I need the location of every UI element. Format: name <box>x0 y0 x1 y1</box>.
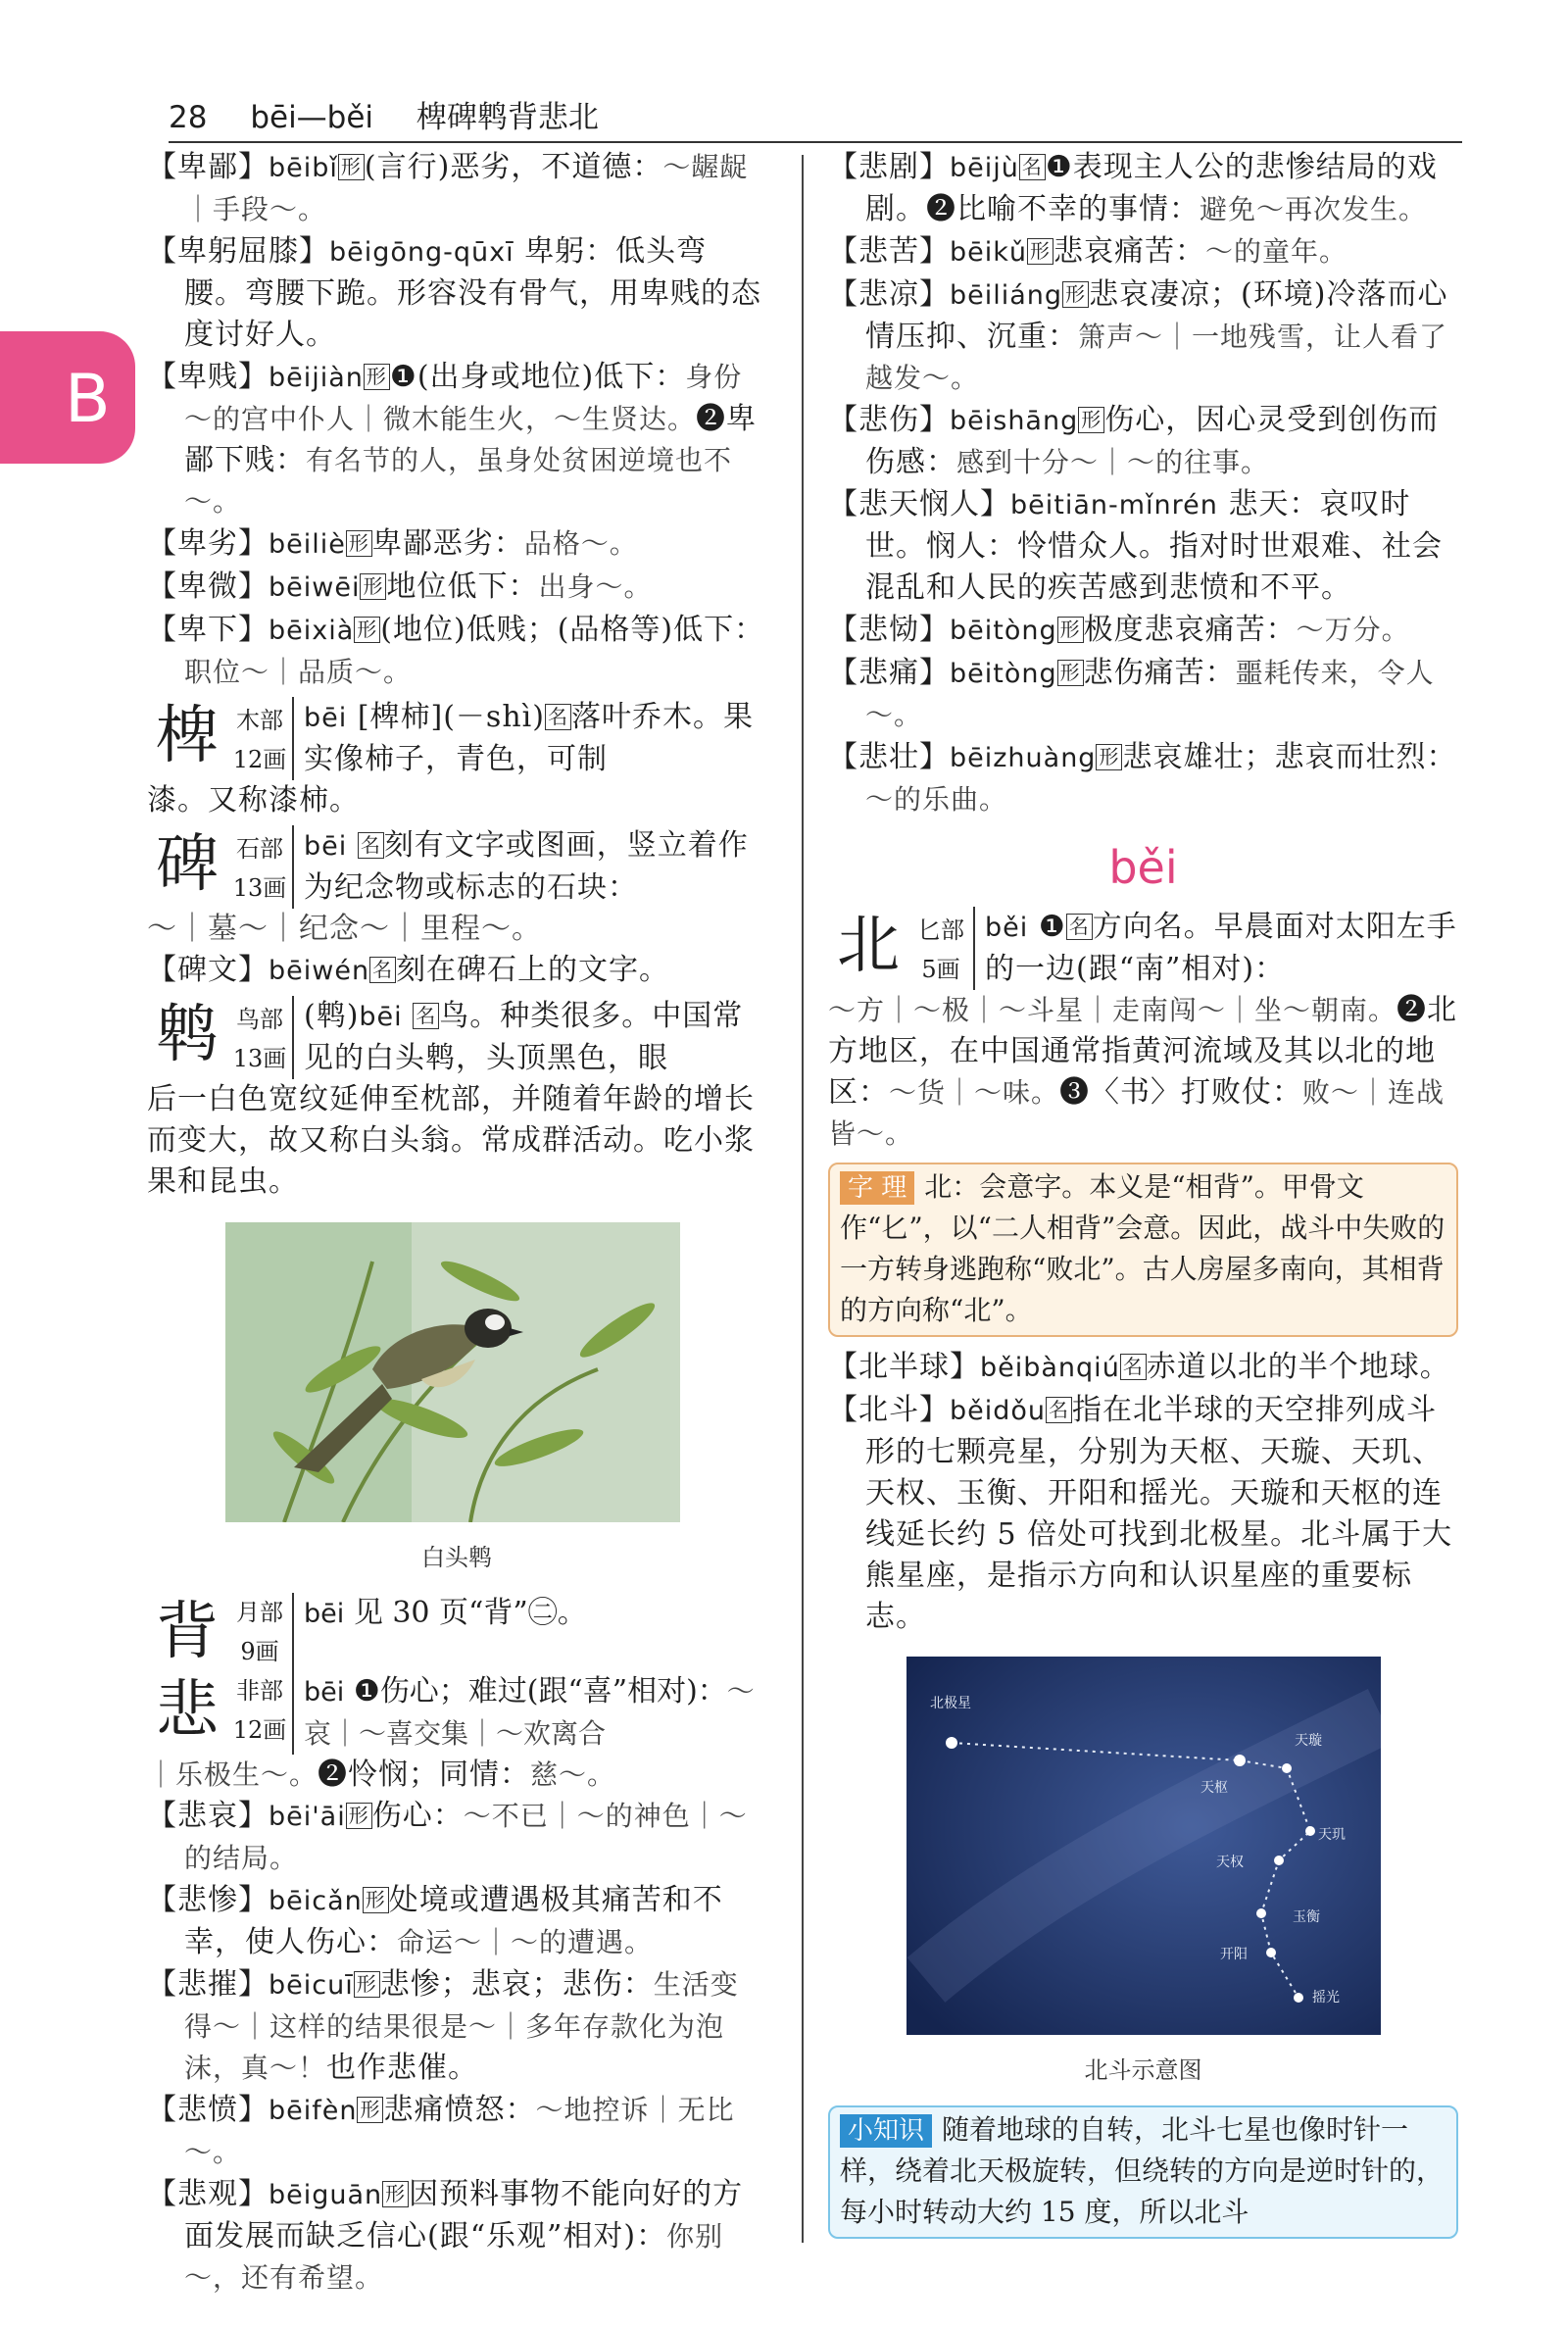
star-alkaid <box>1294 1993 1303 2003</box>
entry-beitong-2: 【悲痛】bēitòng 形 悲伤痛苦：噩耗传来，令人～。 <box>828 656 1435 731</box>
entry-beitong-1: 【悲恸】bēitòng 形 极度悲哀痛苦：～万分。 <box>828 613 1410 647</box>
entry-beifen: 【悲愤】bēifèn 形 悲痛愤怒：～地控诉｜无比～。 <box>147 2093 735 2168</box>
headword-char: 悲 <box>156 1674 219 1747</box>
radical-box: 匕部 5画 <box>908 907 975 990</box>
entry-beiwen: 【碑文】bēiwén 名 刻在碑石上的文字。 <box>147 953 670 987</box>
entry-beilie: 【卑劣】bēiliè 形 卑鄙恶劣：品格～。 <box>147 526 638 561</box>
entry-beidou: 【北斗】běidǒu 名 指在北半球的天空排列成斗形的七颗亮星，分别为天枢、天璇、天玑、天权、玉衡、开阳和摇光。天璇和天枢的连线延长约 5 倍处可找到北极星。北斗属于大熊星座，是指示方向和认识星座的重要标志。 <box>828 1393 1453 1634</box>
radical-box: 月部 9画 <box>227 1593 294 1671</box>
entry-beicui: 【悲摧】bēicuī 形 悲惨；悲哀；悲伤：生活变得～｜这样的结果很是～｜多年存款化为泡沫，真～！也作悲催。 <box>147 1967 739 2085</box>
radical-box: 非部 12画 <box>227 1671 294 1755</box>
entry-beiwei: 【卑微】bēiwēi 形 地位低下：出身～。 <box>147 569 653 604</box>
photo-caption: 白头鹎 <box>421 1544 492 1571</box>
entry-beixia: 【卑下】bēixià 形 (地位)低贱；(品格等)低下：职位～｜品质～。 <box>147 613 765 688</box>
label-tianshu: 天枢 <box>1200 1780 1228 1796</box>
entry-beican: 【悲惨】bēicǎn 形 处境或遭遇极其痛苦和不幸，使人伤心：命运～｜～的遭遇。 <box>147 1883 723 1959</box>
char-entry-bei-bulbul: 鹎 鸟部 13画 (鹎)bēi 名 鸟。种类很多。中国常见的白头鹎，头顶黑色，眼 <box>147 996 766 1079</box>
section-pinyin-heading: běi <box>1108 841 1178 894</box>
entry-beiku: 【悲苦】bēikǔ 形 悲哀痛苦：～的童年。 <box>828 234 1348 269</box>
note-tag: 字 理 <box>840 1171 914 1205</box>
headword-char: 碑 <box>156 828 219 901</box>
bulbul-photo <box>225 1222 680 1522</box>
label-tianxuan: 天璇 <box>1295 1733 1322 1749</box>
pinyin-range: bēi—běi <box>250 100 374 135</box>
label-yuheng: 玉衡 <box>1293 1909 1320 1925</box>
entry-beiguan: 【悲观】bēiguān 形 因预料事物不能向好的方面发展而缺乏信心(跟“乐观”相对)：你别～，还有希望。 <box>147 2177 744 2294</box>
char-entry-bei-persimmon: 椑 木部 12画 bēi [椑柿](－shì) 名 落叶乔木。果实像柿子，青色，可制 <box>147 697 766 780</box>
label-polaris: 北极星 <box>930 1696 971 1711</box>
entry-beijian: 【卑贱】bēijiàn 形 ❶(出身或地位)低下：身份～的宫中仆人｜微木能生火，～生贤达。❷卑鄙下贱：有名节的人，虽身处贫困逆境也不～。 <box>147 360 758 518</box>
right-column: 【悲剧】bēijù 名 ❶表现主人公的悲惨结局的戏剧。❷比喻不幸的事情：避免～再次发生。 【悲苦】bēikǔ 形 悲哀痛苦：～的童年。 【悲凉】bēiliáng 形 悲哀凄凉；(环境)冷落而心情压抑、沉重：箫声～｜一地残雪，让人看了越发～。 【悲伤】bēishāng 形 伤心，因心灵受到创伤而伤感：感到十分～｜～的往事。 【悲天悯人】bēitiān-mǐnrén 悲天：哀叹时世。悯人：怜惜众人。指对时世艰难、社会混乱和人民的疾苦感到悲愤和不平。 【悲恸】bēitòng 形 极度悲哀痛苦：～万分。 【悲痛】bēitòng 形 悲伤痛苦：噩耗传来，令人～。 【悲壮】bēizhuàng 形 悲哀雄壮；悲哀而壮烈：～的乐曲。 běi 北 匕部 5画 běi ❶ 名 方向名。早晨面对太阳左手的一边(跟“南”相对)： ～方｜～极｜～斗星｜走南闯～｜坐～朝南。❷北方地区，在中国通常指黄河流域及其以北的地区：～货｜～味。❸〈书〉打败仗：败～｜连战皆～。 字 理 北：会意字。本义是“相背”。甲骨文作“𠤎”，以“二人相背”会意。因此，战斗中失败的一方转身逃跑称“败北”。古人房屋多南向，其相背的方向称“北”。 【北半球】běibànqiú 名 赤道以北的半个地球。 【北斗】běidǒu 名 指在北半球的天空排列成斗形的七颗亮星，分别为天枢、天璇、天玑、天权、玉衡、开阳和摇光。天璇和天枢的连线延长约 5 倍处可找到北极星。北斗属于大熊星座，是指示方向和认识星座的重要标志。 北极星 天璇 天枢 天玑 天权 玉衡 开阳 摇光 北斗示意图 小知识 随着地球的自转，北斗七星也像时针一样，绕着北天极旋转，但绕转的方向是逆时针的，每小时转动大约 15 度，所以北斗 <box>828 147 1458 2239</box>
knowledge-note: 小知识 随着地球的自转，北斗七星也像时针一样，绕着北天极旋转，但绕转的方向是逆时针的，每小时转动大约 15 度，所以北斗 <box>828 2105 1458 2239</box>
left-column: 【卑鄙】bēibǐ 形 (言行)恶劣，不道德：～龌龊｜手段～。 【卑躬屈膝】bēigōng-qūxī 卑躬：低头弯腰。弯腰下跪。形容没有骨气，用卑贱的态度讨好人。 【卑贱】bēijiàn 形 ❶(出身或地位)低下：身份～的宫中仆人｜微木能生火，～生贤达。❷卑鄙下贱：有名节的人，虽身处贫困逆境也不～。 【卑劣】bēiliè 形 卑鄙恶劣：品格～。 【卑微】bēiwēi 形 地位低下：出身～。 【卑下】bēixià 形 (地位)低贱；(品格等)低下：职位～｜品质～。 椑 木部 12画 bēi [椑柿](－shì) 名 落叶乔木。果实像柿子，青色，可制 漆。又称漆柿。 碑 石部 13画 bēi 名 刻有文字或图画，竖立着作为纪念物或标志的石块： ～｜墓～｜纪念～｜里程～。 【碑文】bēiwén 名 刻在碑石上的文字。 鹎 鸟部 13画 (鹎)bēi 名 鸟。种类很多。中国常见的白头鹎，头顶黑色，眼 后一白色宽纹延伸至枕部，并随着年龄的增长而变大，故又称白头翁。常成群活动。吃小浆果和昆虫。 白头鹎 背 月部 9画 bēi 见 30 页“背”㊁。 悲 非部 12画 bēi ❶伤心；难过(跟“喜”相对)：～哀｜～喜交集｜～欢离合 ｜乐极生～。❷怜悯；同情：慈～。 【悲哀】bēi'āi 形 伤心：～不已｜～的神色｜～的结局。 【悲惨】bēicǎn 形 处境或遭遇极其痛苦和不幸，使人伤心：命运～｜～的遭遇。 【悲摧】bēicuī 形 悲惨；悲哀；悲伤：生活变得～｜这样的结果很是～｜多年存款化为泡沫，真～！也作悲催。 【悲愤】bēifèn 形 悲痛愤怒：～地控诉｜无比～。 【悲观】bēiguān 形 因预料事物不能向好的方面发展而缺乏信心(跟“乐观”相对)：你别～，还有希望。 <box>147 147 766 2300</box>
page-header <box>169 96 1462 143</box>
label-tianji: 天玑 <box>1318 1827 1346 1843</box>
entry-beiliang: 【悲凉】bēiliáng 形 悲哀凄凉；(环境)冷落而心情压抑、沉重：箫声～｜一地残雪，让人看了越发～。 <box>828 277 1448 394</box>
char-entry-bei-sad: 悲 非部 12画 bēi ❶伤心；难过(跟“喜”相对)：～哀｜～喜交集｜～欢离合 <box>147 1671 766 1755</box>
star-phecda <box>1305 1826 1315 1836</box>
char-entry-bei-back: 背 月部 9画 bēi 见 30 页“背”㊁。 <box>147 1593 766 1671</box>
radical-box: 木部 12画 <box>227 697 294 780</box>
radical-box: 鸟部 13画 <box>227 996 294 1079</box>
entry-beiju: 【悲剧】bēijù 名 ❶表现主人公的悲惨结局的戏剧。❷比喻不幸的事情：避免～再次发生。 <box>828 150 1438 226</box>
star-megrez <box>1274 1856 1284 1865</box>
label-tianquan: 天权 <box>1216 1855 1244 1870</box>
headword-char: 背 <box>156 1596 219 1668</box>
star-dubhe <box>1234 1755 1246 1766</box>
page-number: 28 <box>169 100 208 135</box>
char-entry-bei-north: 北 匕部 5画 běi ❶ 名 方向名。早晨面对太阳左手的一边(跟“南”相对)： <box>828 907 1458 990</box>
section-tab <box>0 331 135 464</box>
etymology-note: 字 理 北：会意字。本义是“相背”。甲骨文作“𠤎”，以“二人相背”会意。因此，战斗中失败的一方转身逃跑称“败北”。古人房屋多南向，其相背的方向称“北”。 <box>828 1163 1458 1337</box>
headword-char: 北 <box>837 910 900 982</box>
note-tag: 小知识 <box>840 2114 932 2148</box>
pos-badge: 形 <box>338 154 365 180</box>
star-merak <box>1282 1763 1292 1773</box>
entry-beitian: 【悲天悯人】bēitiān-mǐnrén 悲天：哀叹时世。悯人：怜惜众人。指对时世艰难、社会混乱和人民的疾苦感到悲愤和不平。 <box>828 487 1443 605</box>
label-kaiyang: 开阳 <box>1220 1947 1248 1962</box>
headword-char: 鹎 <box>156 999 219 1071</box>
entry-beigong: 【卑躬屈膝】bēigōng-qūxī 卑躬：低头弯腰。弯腰下跪。形容没有骨气，用卑贱的态度讨好人。 <box>147 234 761 352</box>
star-mizar <box>1266 1948 1276 1957</box>
entry-beibanqiu: 【北半球】běibànqiú 名 赤道以北的半个地球。 <box>828 1350 1450 1384</box>
entry-beishang: 【悲伤】bēishāng 形 伤心，因心灵受到创伤而伤感：感到十分～｜～的往事。 <box>828 403 1440 479</box>
radical-box: 石部 13画 <box>227 825 294 909</box>
entry-beiai: 【悲哀】bēi'āi 形 伤心：～不已｜～的神色｜～的结局。 <box>147 1799 748 1874</box>
star-alioth <box>1256 1908 1266 1918</box>
section-letter: B <box>65 361 111 438</box>
column-divider <box>802 155 804 2243</box>
map-caption: 北斗示意图 <box>1084 2056 1202 2084</box>
header-characters: 椑碑鹎背悲北 <box>416 100 599 135</box>
entry-beibi: 【卑鄙】bēibǐ 形 (言行)恶劣，不道德：～龌龊｜手段～。 <box>147 150 749 225</box>
headword-char: 椑 <box>156 700 219 772</box>
star-polaris <box>946 1737 957 1749</box>
label-yaoguang: 摇光 <box>1312 1990 1340 2005</box>
entry-beizhuang: 【悲壮】bēizhuàng 形 悲哀雄壮；悲哀而壮烈：～的乐曲。 <box>828 740 1457 816</box>
char-entry-bei-stele: 碑 石部 13画 bēi 名 刻有文字或图画，竖立着作为纪念物或标志的石块： <box>147 825 766 909</box>
big-dipper-diagram <box>906 1657 1381 2035</box>
